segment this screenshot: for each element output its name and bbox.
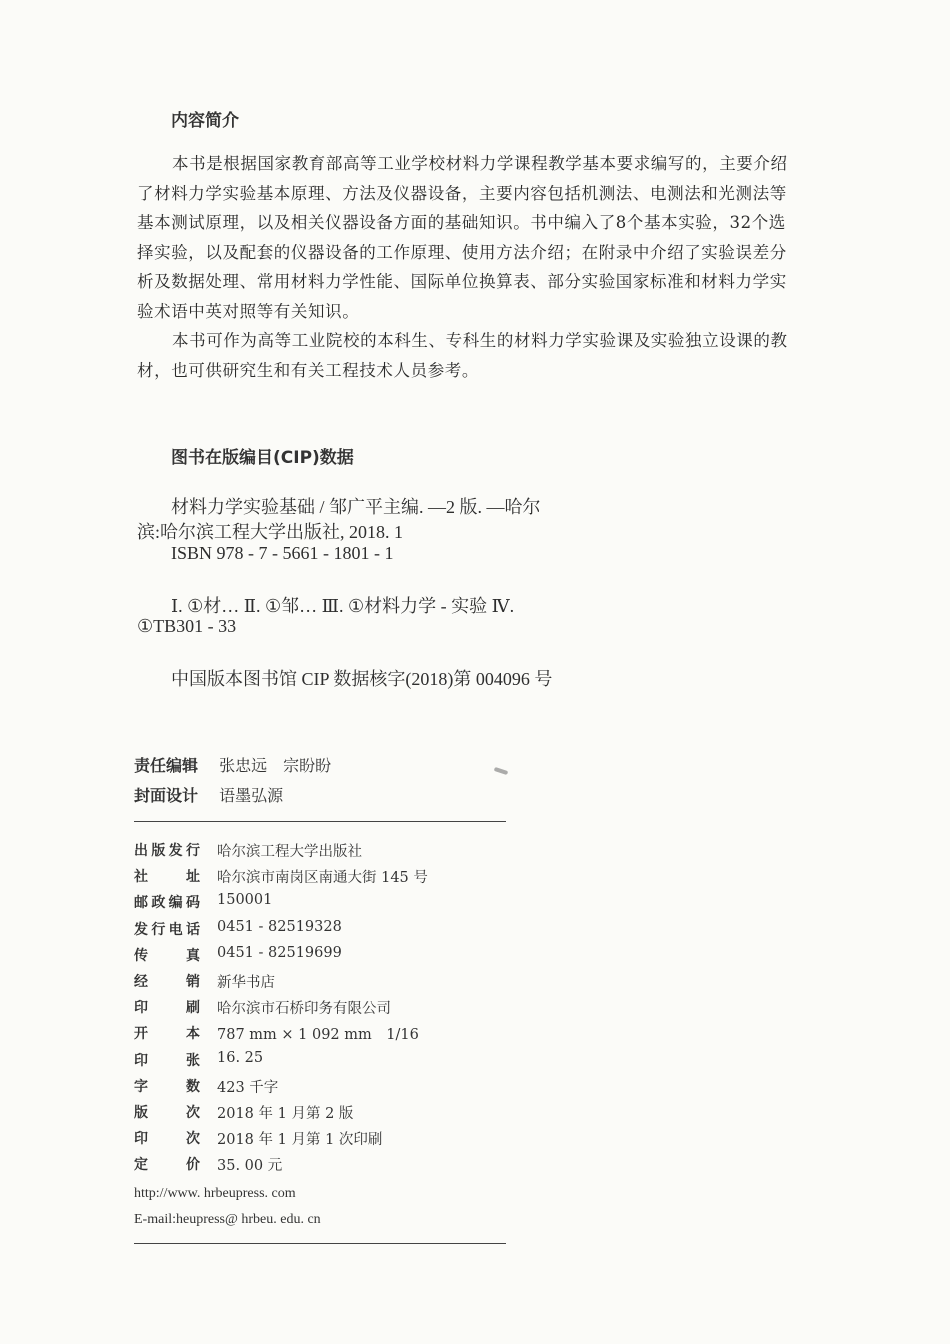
info-label: 字数 <box>134 1078 200 1095</box>
info-label: 传真 <box>134 947 200 964</box>
info-label: 出版发行 <box>134 843 200 859</box>
website-url: http://www. hrbeupress. com <box>134 1186 296 1201</box>
cip-classification: Ⅰ. ①材… Ⅱ. ①邹… Ⅲ. ①材料力学 - 实验 Ⅳ. <box>171 596 515 616</box>
credit-value: 张忠远 宗盼盼 <box>219 756 332 775</box>
info-value: 哈尔滨市南岗区南通大街 145 号 <box>217 870 428 887</box>
summary-body <box>137 149 799 385</box>
print-smudge <box>494 767 509 775</box>
info-label: 定价 <box>134 1157 200 1174</box>
cip-isbn: ISBN 978 - 7 - 5661 - 1801 - 1 <box>171 543 394 563</box>
cip-line: 材料力学实验基础 / 邹广平主编. —2 版. —哈尔 <box>171 497 541 517</box>
info-label: 版次 <box>134 1105 200 1121</box>
summary-paragraph: 本书可作为高等工业院校的本科生、专科生的材料力学实验课及实验独立设课的教材，也可供研究生和有关工程技术人员参考。 <box>137 331 788 380</box>
info-value: 哈尔滨工程大学出版社 <box>217 844 362 860</box>
info-label: 邮政编码 <box>134 895 200 912</box>
cip-record-number: 中国版本图书馆 CIP 数据核字(2018)第 004096 号 <box>171 669 553 689</box>
info-label: 印次 <box>134 1131 200 1148</box>
info-label: 发行电话 <box>134 921 200 938</box>
divider <box>134 821 506 822</box>
info-value: 2018 年 1 月第 2 版 <box>217 1106 354 1122</box>
credit-label: 责任编辑 <box>134 756 199 775</box>
cip-line: 滨:哈尔滨工程大学出版社, 2018. 1 <box>137 522 403 542</box>
info-label: 经销 <box>134 974 200 990</box>
credit-editor <box>134 753 331 776</box>
info-value: 0451 - 82519699 <box>217 944 342 961</box>
info-label: 社址 <box>134 869 200 886</box>
email-address: E-mail:heupress@ hrbeu. edu. cn <box>134 1212 321 1227</box>
info-value: 787 mm × 1 092 mm 1/16 <box>217 1027 419 1044</box>
info-label: 印刷 <box>134 1000 200 1017</box>
summary-paragraph: 本书是根据国家教育部高等工业学校材料力学课程教学基本要求编写的，主要介绍了材料力学实验基本原理、方法及仪器设备，主要内容包括机测法、电测法和光测法等基本测试原理，以及相关仪器设备方面的基础知识。书中编入了8个基本实验，32个选择实验，以及配套的仪器设备的工作原理、使用方法介绍；在附录中介绍了实验误差分析及数据处理、常用材料力学性能、国际单位换算表、部分实验国家标准和材料力学实验术语中英对照等有关知识。 <box>137 154 788 321</box>
credit-label: 封面设计 <box>134 786 199 805</box>
cip-title: 图书在版编目(CIP)数据 <box>171 448 354 468</box>
credit-value: 语墨弘源 <box>219 786 284 805</box>
divider <box>134 1243 506 1244</box>
info-value: 150001 <box>217 892 273 909</box>
info-value: 2018 年 1 月第 1 次印刷 <box>217 1132 383 1149</box>
info-value: 35. 00 元 <box>217 1158 283 1175</box>
info-label: 印张 <box>134 1052 200 1069</box>
credit-cover-design <box>134 783 283 806</box>
info-label: 开本 <box>134 1026 200 1043</box>
info-value: 423 千字 <box>217 1079 279 1096</box>
info-value: 新华书店 <box>217 975 275 991</box>
info-value: 16. 25 <box>217 1049 264 1066</box>
info-value: 哈尔滨市石桥印务有限公司 <box>217 1001 391 1018</box>
cip-classification-code: ①TB301 - 33 <box>137 616 237 636</box>
summary-title: 内容简介 <box>171 111 239 131</box>
info-value: 0451 - 82519328 <box>217 918 342 935</box>
